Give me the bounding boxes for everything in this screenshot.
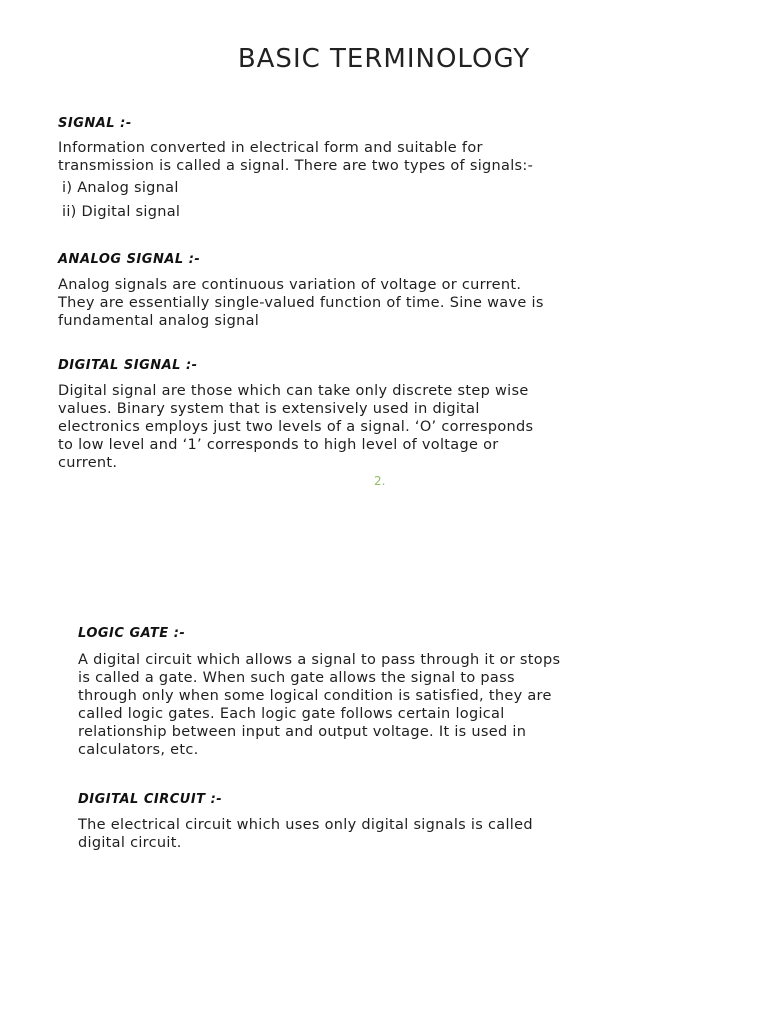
logic-gate-body: A digital circuit which allows a signal to pass through it or stops is called a gate. When such gate allows the signal to pass through only when some logical condition is satisfied, they are called logic gates. Each logic gate follows certain logical relationship between input and output voltage. It is used in calculators, etc. — [78, 652, 561, 758]
analog-signal-body: Analog signals are continuous variation of voltage or current. They are essentially single-valued function of time. Sine wave is fundamental analog signal — [58, 277, 544, 329]
digital-signal-heading: DIGITAL SIGNAL :- — [58, 358, 198, 373]
signal-heading: SIGNAL :- — [58, 116, 132, 131]
signal-list-item-digital: ii) Digital signal — [62, 204, 181, 220]
digital-circuit-heading: DIGITAL CIRCUIT :- — [78, 792, 223, 807]
signal-list-item-analog: i) Analog signal — [62, 180, 179, 196]
digital-circuit-body: The electrical circuit which uses only digital signals is called digital circuit. — [78, 817, 533, 851]
page-number: 2. — [374, 474, 386, 488]
logic-gate-heading: LOGIC GATE :- — [78, 626, 186, 641]
signal-body: Information converted in electrical form and suitable for transmission is called a signal. There are two types of signals:- — [58, 140, 534, 174]
page-title: BASIC TERMINOLOGY — [237, 44, 531, 74]
analog-signal-heading: ANALOG SIGNAL :- — [58, 252, 201, 267]
digital-signal-body: Digital signal are those which can take only discrete step wise values. Binary system that is extensively used in digital electronics employs just two levels of a signal. ‘O’ corresponds to low level and ‘1’ corresponds to high level of voltage or current. — [58, 383, 534, 471]
